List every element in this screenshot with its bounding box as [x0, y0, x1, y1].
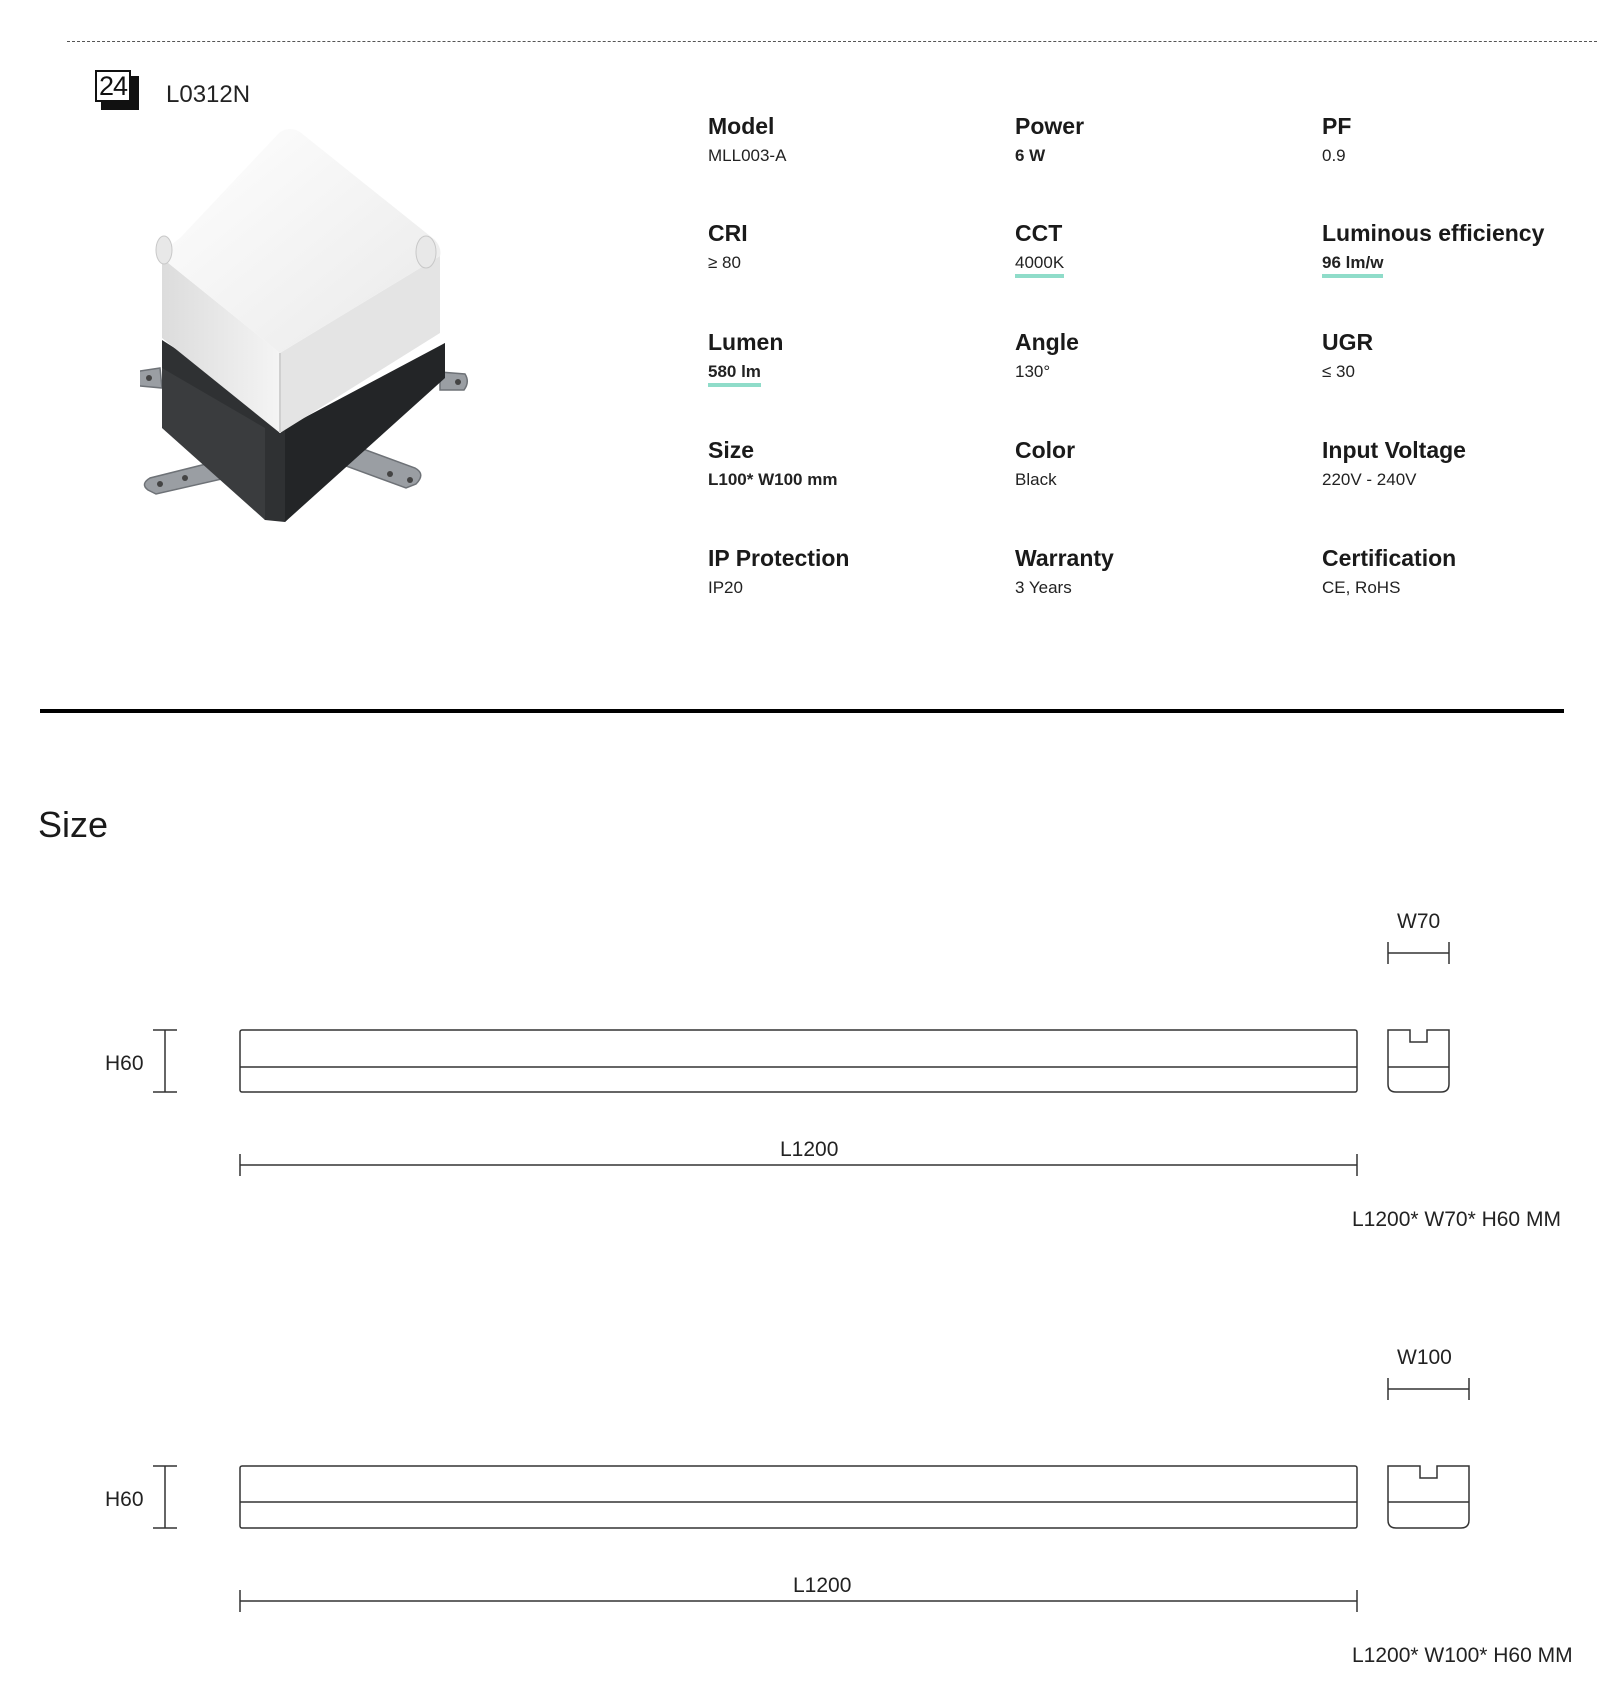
spec-value: 220V - 240V	[1322, 470, 1417, 489]
spec-lumen	[708, 328, 1008, 387]
dimension-summary-2: L1200* W100* H60 MM	[1352, 1644, 1573, 1667]
spec-label: Color	[1015, 437, 1076, 463]
width-label-2: W100	[1397, 1346, 1452, 1369]
height-label-2: H60	[105, 1488, 144, 1511]
spec-label: PF	[1322, 113, 1352, 139]
spec-value: CE, RoHS	[1322, 578, 1401, 597]
spec-value: L100* W100 mm	[708, 470, 838, 489]
spec-value: 580 lm	[708, 362, 761, 387]
spec-luminous-efficiency	[1322, 219, 1600, 278]
spec-label: Input Voltage	[1322, 437, 1466, 463]
spec-warranty	[1015, 544, 1315, 598]
product-image	[140, 128, 480, 578]
spec-value: ≥ 80	[708, 253, 741, 272]
spec-cct	[1015, 219, 1315, 278]
product-code: L0312N	[166, 81, 251, 108]
height-label-1: H60	[105, 1052, 144, 1075]
spec-value: 0.9	[1322, 146, 1346, 165]
spec-value: 6 W	[1015, 146, 1046, 165]
spec-value: 4000K	[1015, 253, 1064, 278]
spec-label: Size	[708, 437, 755, 463]
spec-label: Angle	[1015, 329, 1079, 355]
width-label-1: W70	[1397, 910, 1441, 933]
spec-certification	[1322, 544, 1600, 598]
spec-ugr	[1322, 328, 1600, 382]
spec-power	[1015, 112, 1315, 166]
spec-label: Certification	[1322, 545, 1457, 571]
spec-value: IP20	[708, 578, 743, 597]
spec-label: Power	[1015, 113, 1085, 139]
section-rule	[40, 709, 1564, 713]
spec-label: Model	[708, 113, 775, 139]
spec-size	[708, 436, 1008, 490]
spec-value: ≤ 30	[1322, 362, 1355, 381]
dimension-summary-1: L1200* W70* H60 MM	[1352, 1208, 1561, 1231]
spec-input-voltage	[1322, 436, 1600, 490]
spec-ip-protection	[708, 544, 1008, 598]
spec-value: 130°	[1015, 362, 1051, 381]
length-label-2: L1200	[793, 1574, 852, 1597]
spec-color	[1015, 436, 1315, 490]
length-label-1: L1200	[780, 1138, 839, 1161]
spec-value: MLL003-A	[708, 146, 787, 165]
spec-value: 96 lm/w	[1322, 253, 1383, 278]
spec-label: Luminous efficiency	[1322, 220, 1545, 246]
dimension-drawings	[0, 880, 1600, 1680]
spec-angle	[1015, 328, 1315, 382]
spec-label: Warranty	[1015, 545, 1114, 571]
spec-value: Black	[1015, 470, 1057, 489]
spec-label: CRI	[708, 220, 748, 246]
spec-label: IP Protection	[708, 545, 850, 571]
page-number: 24	[95, 70, 131, 102]
spec-model	[708, 112, 1008, 166]
size-heading: Size	[38, 804, 109, 845]
spec-label: CCT	[1015, 220, 1063, 246]
spec-pf	[1322, 112, 1600, 166]
spec-label: Lumen	[708, 329, 784, 355]
spec-value: 3 Years	[1015, 578, 1072, 597]
spec-cri	[708, 219, 1008, 273]
spec-label: UGR	[1322, 329, 1374, 355]
page-number-badge	[95, 70, 139, 110]
dashed-divider	[67, 41, 1597, 42]
